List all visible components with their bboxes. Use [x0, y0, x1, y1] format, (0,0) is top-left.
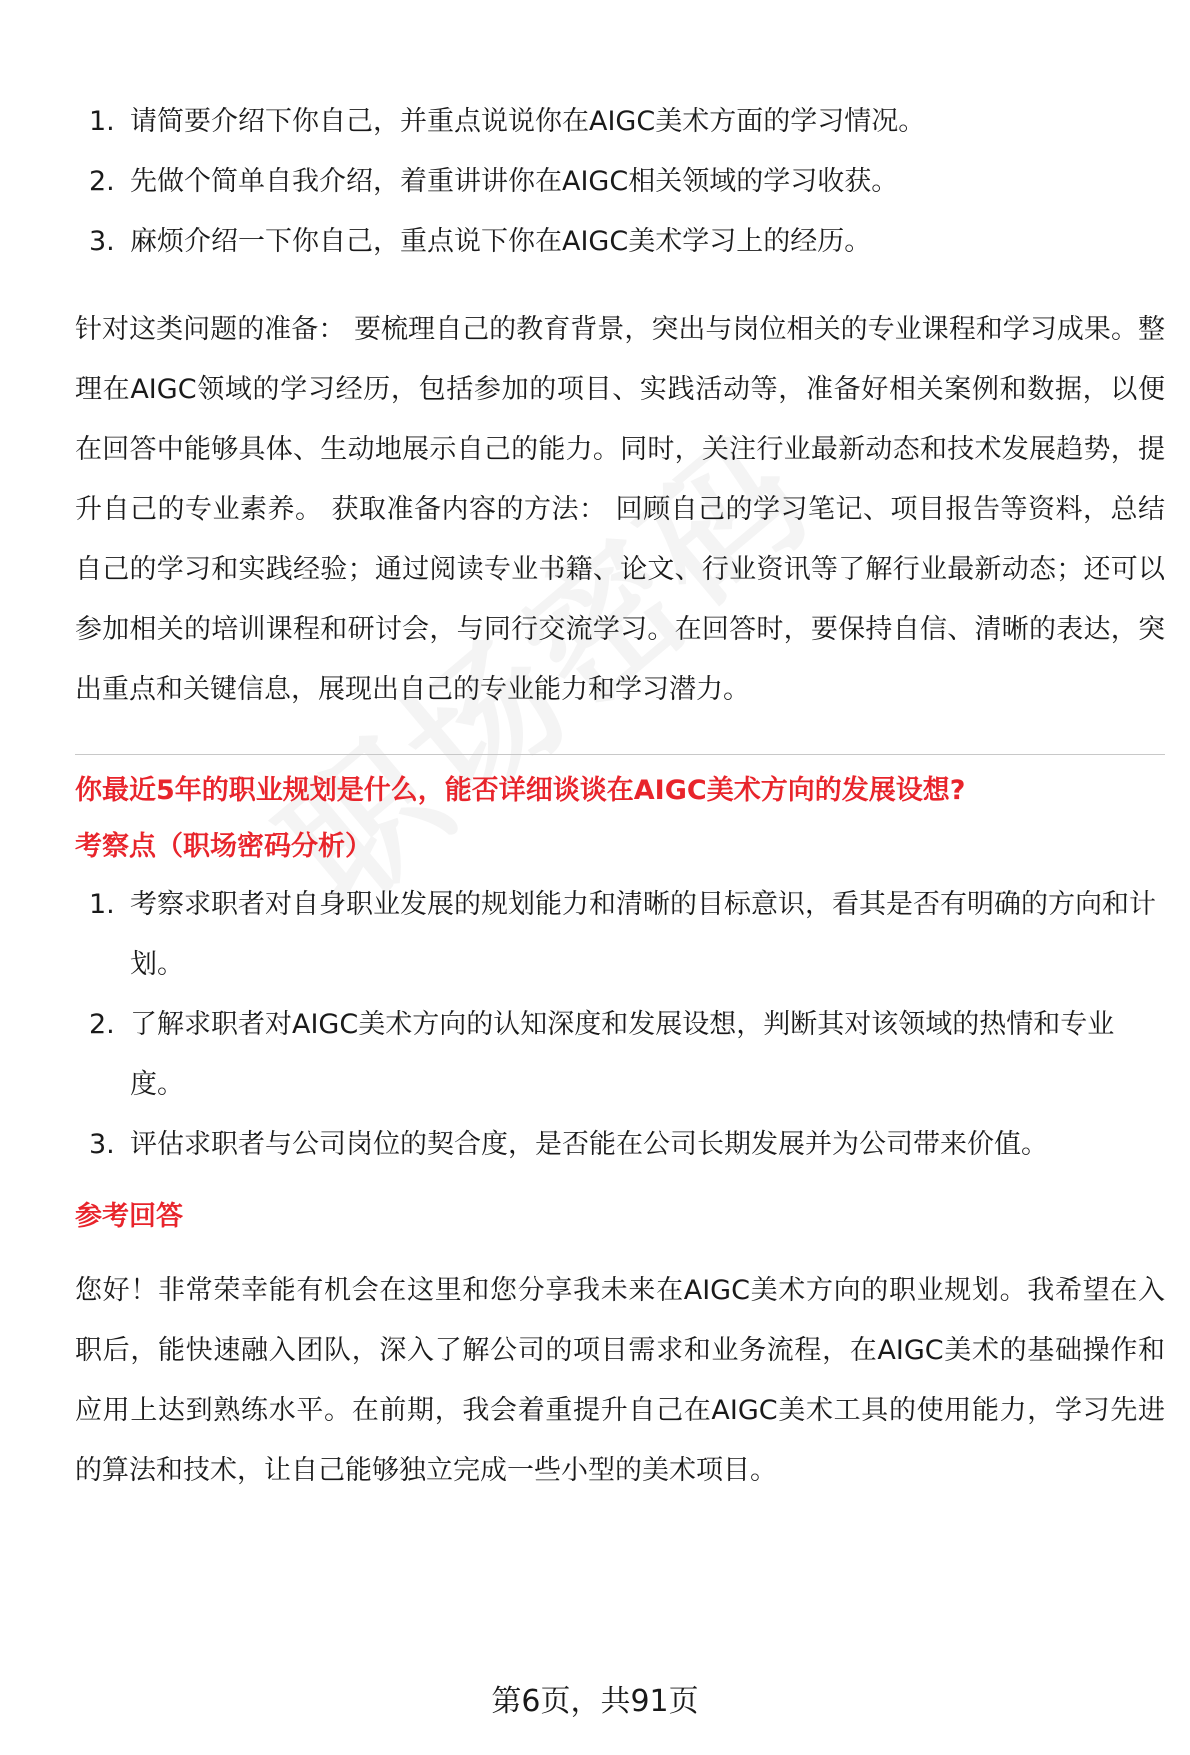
list-item — [75, 212, 1165, 272]
focus-heading: 考察点（职场密码分析） — [75, 831, 372, 862]
list-text: 先做个简单自我介绍，着重讲讲你在AIGC相关领域的学习收获。 — [130, 166, 899, 197]
list-text: 麻烦介绍一下你自己，重点说下你在AIGC美术学习上的经历。 — [130, 226, 872, 257]
list-number: 2. — [89, 1009, 115, 1040]
list-item — [75, 1115, 1165, 1175]
intro-question-list — [75, 92, 1165, 272]
list-number: 1. — [89, 106, 115, 137]
list-number: 3. — [89, 1129, 115, 1160]
list-text: 请简要介绍下你自己，并重点说说你在AIGC美术方面的学习情况。 — [130, 106, 926, 137]
page-content — [75, 92, 1165, 1501]
list-item — [75, 995, 1165, 1115]
page-number: 第6页，共91页 — [491, 1684, 699, 1719]
focus-point-list — [75, 875, 1165, 1175]
list-text: 考察求职者对自身职业发展的规划能力和清晰的目标意识，看其是否有明确的方向和计划。 — [130, 889, 1156, 980]
list-number: 2. — [89, 166, 115, 197]
list-text: 评估求职者与公司岗位的契合度，是否能在公司长期发展并为公司带来价值。 — [130, 1129, 1048, 1160]
preparation-paragraph: 针对这类问题的准备： 要梳理自己的教育背景，突出与岗位相关的专业课程和学习成果。整理在AIGC领域的学习经历，包括参加的项目、实践活动等，准备好相关案例和数据，以便在回答中能够具体、生动地展示自己的能力。同时，关注行业最新动态和技术发展趋势，提升自己的专业素养。 获取准备内容的方法： 回顾自己的学习笔记、项目报告等资料，总结自己的学习和实践经验；通过阅读专业书籍、论文、行业资讯等了解行业最新动态；还可以参加相关的培训课程和研讨会，与同行交流学习。在回答时，要保持自信、清晰的表达，突出重点和关键信息，展现出自己的专业能力和学习潜力。 — [75, 314, 1165, 705]
answer-heading: 参考回答 — [75, 1201, 183, 1232]
list-number: 1. — [89, 889, 115, 920]
list-item — [75, 875, 1165, 995]
section-divider — [75, 754, 1165, 755]
list-text: 了解求职者对AIGC美术方向的认知深度和发展设想，判断其对该领域的热情和专业度。 — [130, 1009, 1115, 1100]
list-item — [75, 92, 1165, 152]
answer-paragraph: 您好！非常荣幸能有机会在这里和您分享我未来在AIGC美术方向的职业规划。我希望在入职后，能快速融入团队，深入了解公司的项目需求和业务流程，在AIGC美术的基础操作和应用上达到熟练水平。在前期，我会着重提升自己在AIGC美术工具的使用能力，学习先进的算法和技术，让自己能够独立完成一些小型的美术项目。 — [75, 1275, 1165, 1486]
list-item — [75, 152, 1165, 212]
list-number: 3. — [89, 226, 115, 257]
question-heading: 你最近5年的职业规划是什么，能否详细谈谈在AIGC美术方向的发展设想? — [75, 775, 966, 806]
